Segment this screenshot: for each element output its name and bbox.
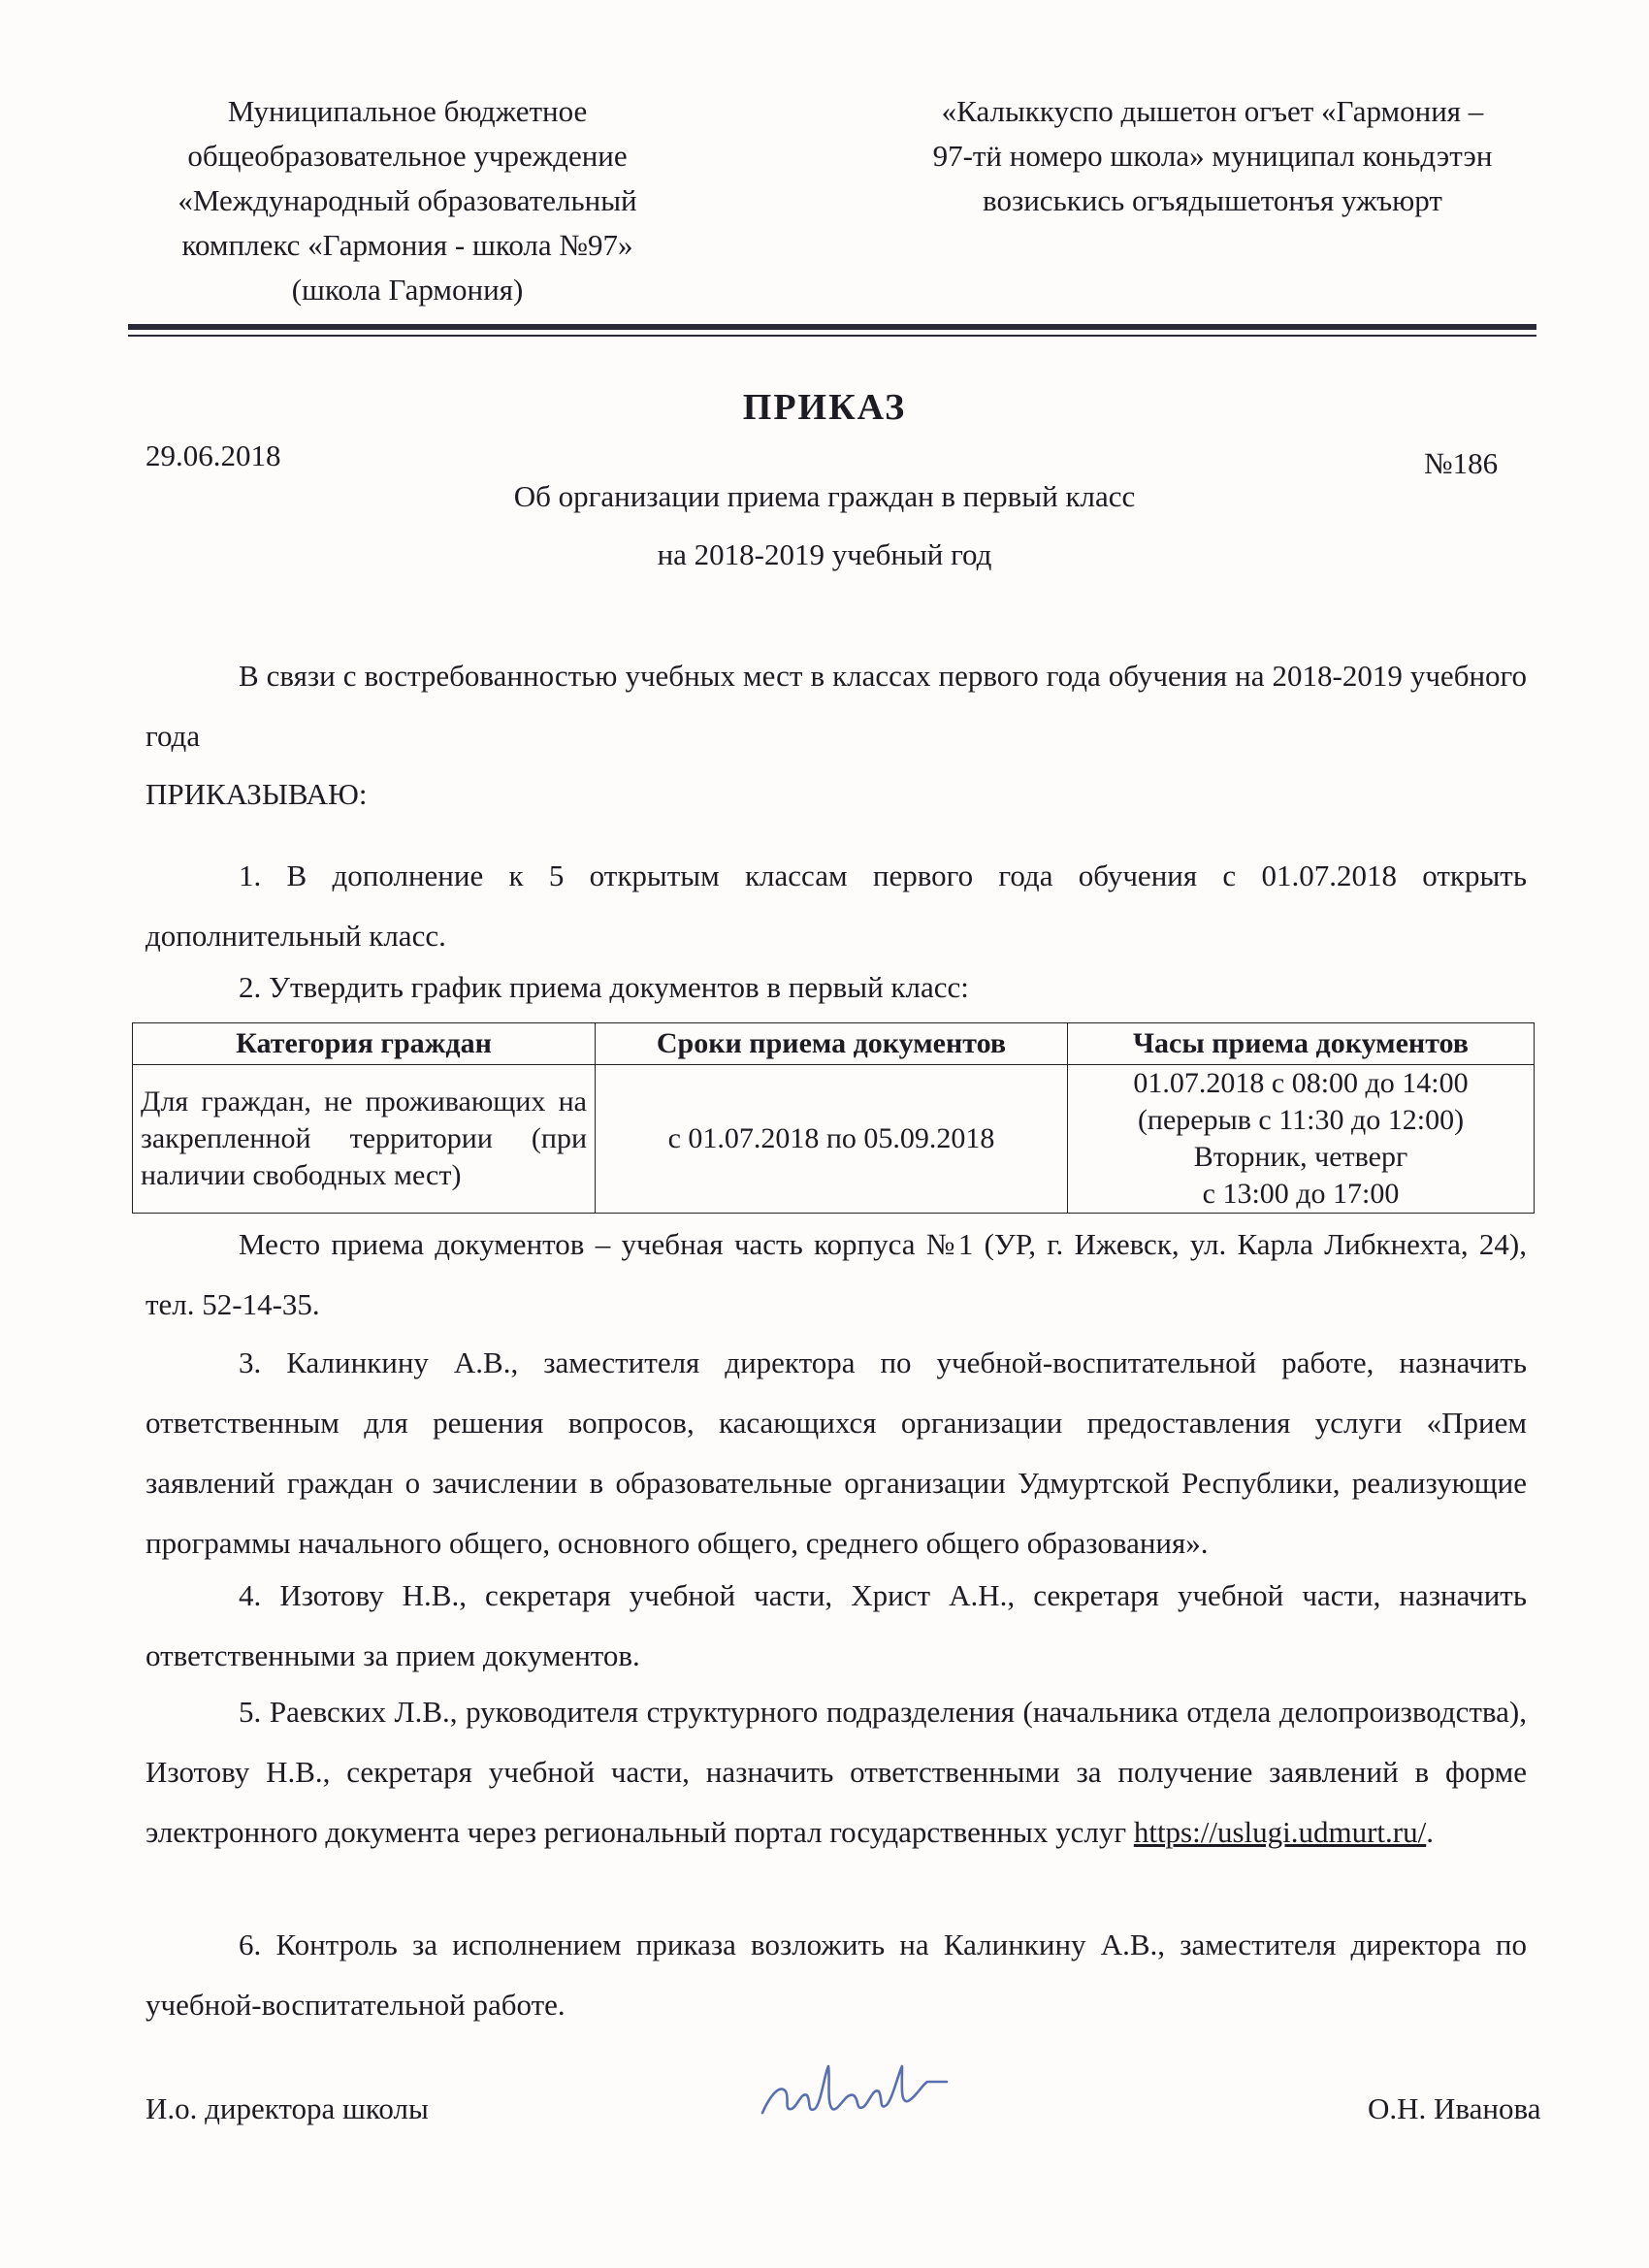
- portal-link[interactable]: https://uslugi.udmurt.ru/: [1133, 1815, 1427, 1849]
- signatory-name: О.Н. Иванова: [1368, 2091, 1541, 2125]
- signatory-role: И.о. директора школы: [146, 2091, 429, 2125]
- item-5: [146, 1682, 1527, 1863]
- order-subject-line: на 2018-2019 учебный год: [657, 537, 992, 571]
- order-subject-line: Об организации приема граждан в первый класс: [513, 479, 1136, 513]
- table-cell-category: Для граждан, не проживающих на закрепленной территории (при наличии свободных мест): [133, 1065, 596, 1214]
- header-right-line: «Калыккуспо дышетон огъет «Гармония –: [941, 94, 1484, 128]
- header-right-line: возиськись огъядышетонъя ужъюрт: [983, 183, 1442, 217]
- item-2: 2. Утвердить график приема документов в первый класс:: [239, 970, 969, 1004]
- header-right-line: 97-тӥ номеро школа» муниципал коньдэтэн: [932, 139, 1493, 173]
- hours-line: Вторник, четверг: [1193, 1141, 1408, 1173]
- header-left-line: (школа Гармония): [291, 273, 524, 307]
- table-row: [133, 1065, 1535, 1214]
- table-cell-hours: [1068, 1065, 1535, 1214]
- table-header-cell: Часы приема документов: [1068, 1023, 1535, 1065]
- place-paragraph: Место приема документов – учебная часть корпуса №1 (УР, г. Ижевск, ул. Карла Либкнехта, 24), тел. 52-14-35.: [146, 1227, 1527, 1321]
- hours-line: с 13:00 до 17:00: [1202, 1178, 1400, 1210]
- handwritten-signature: [757, 2053, 951, 2140]
- table-header-cell: Категория граждан: [133, 1023, 596, 1065]
- header-left-line: комплекс «Гармония - школа №97»: [181, 228, 633, 262]
- item-5-end: .: [1426, 1815, 1434, 1849]
- item-3: 3. Калинкину А.В., заместителя директора по учебной-воспитательной работе, назначить ответственным для решения вопросов, касающихся организации предоставления услуги «Прием заявлений граждан о зачислении в образовательные организации Удмуртской Республики, реализующие программы начального общего, основного общего, среднего общего образования».: [146, 1345, 1527, 1560]
- item-5-text: 5. Раевских Л.В., руководителя структурного подразделения (начальника отдела делопроизводства), Изотову Н.В., секретаря учебной части, назначить ответственными за получение заявлений в форме электронного документа через региональный портал государственных услуг: [146, 1695, 1527, 1849]
- intro-paragraph: В связи с востребованностью учебных мест в классах первого года обучения на 2018-2019 учебного года: [146, 659, 1527, 753]
- decree-word: ПРИКАЗЫВАЮ:: [146, 777, 368, 811]
- order-date: 29.06.2018: [146, 438, 281, 472]
- header-udmurt-name: [892, 89, 1533, 223]
- order-number: №186: [1424, 446, 1499, 480]
- order-title: ПРИКАЗ: [742, 387, 907, 428]
- item-6: 6. Контроль за исполнением приказа возложить на Калинкину А.В., заместителя директора по учебной-воспитательной работе.: [146, 1928, 1527, 2022]
- schedule-table: [132, 1022, 1535, 1214]
- header-left-line: общеобразовательное учреждение: [187, 139, 628, 173]
- header-divider-thick: [128, 324, 1536, 330]
- item-4: 4. Изотову Н.В., секретаря учебной части, Христ А.Н., секретаря учебной части, назначить ответственными за прием документов.: [146, 1578, 1527, 1672]
- header-divider-thin: [128, 335, 1536, 337]
- header-left-line: Муниципальное бюджетное: [227, 94, 588, 128]
- hours-line: (перерыв с 11:30 до 12:00): [1137, 1104, 1465, 1136]
- table-header-row: [133, 1023, 1535, 1065]
- table-header-cell: Сроки приема документов: [596, 1023, 1068, 1065]
- header-left-line: «Международный образовательный: [178, 183, 637, 217]
- header-russian-name: [136, 89, 679, 312]
- table-cell-period: с 01.07.2018 по 05.09.2018: [596, 1065, 1068, 1214]
- item-1: 1. В дополнение к 5 открытым классам первого года обучения с 01.07.2018 открыть дополнительный класс.: [146, 859, 1527, 953]
- hours-line: 01.07.2018 с 08:00 до 14:00: [1133, 1067, 1469, 1099]
